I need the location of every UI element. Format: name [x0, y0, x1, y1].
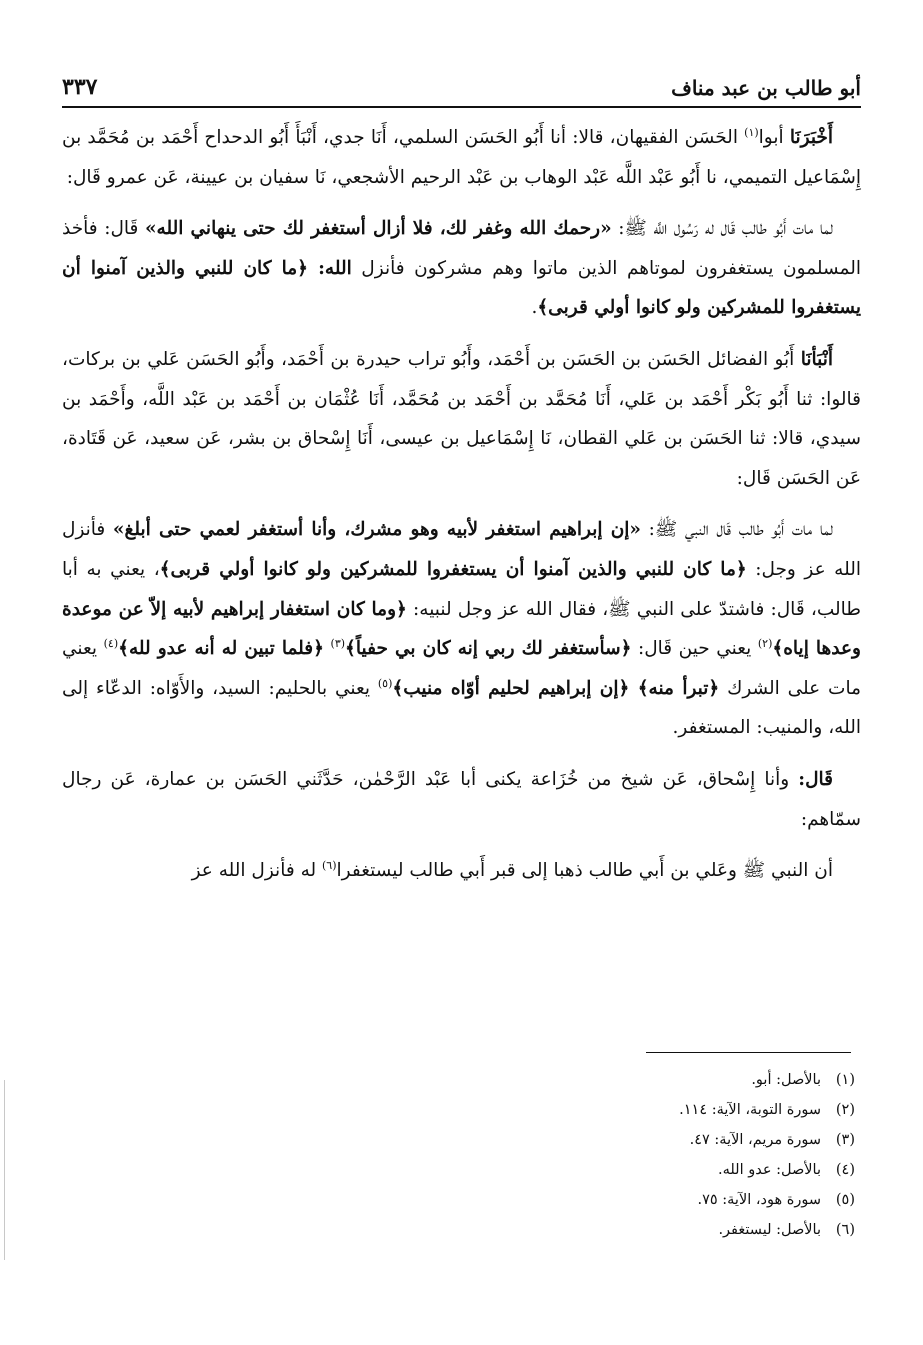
footnote-number: (٣): [835, 1132, 855, 1148]
page-header: [62, 60, 861, 100]
footnote-item: [455, 1095, 855, 1125]
footnote-item: [455, 1125, 855, 1155]
text-run: أبوا: [758, 127, 790, 148]
footnote-item: [455, 1155, 855, 1185]
paragraph-2: [62, 209, 861, 328]
footnote-number: (١): [835, 1072, 855, 1088]
quran-verse: ﴿وما كان استغفار إبراهيم لأبيه إلاّ عن موعدة وعدها إياه﴾: [62, 598, 861, 660]
footnote-number: (٦): [835, 1222, 855, 1238]
hadith-quote: «رحمك الله وغفر لك، فلا أزال أستغفر لك حتى ينهاني الله»: [144, 218, 612, 240]
text-run: له فأنزل الله عز: [191, 860, 322, 882]
footnote-ref: (٦): [322, 858, 337, 872]
running-title: أبو طالب بن عبد مناف: [671, 76, 861, 100]
footnote-text: بالأصل: ليستغفر.: [718, 1222, 821, 1238]
paragraph-1: [62, 118, 861, 197]
text-run: وأنا إِسْحاق، عَن شيخ من خُزَاعة يكنى أبا عَبْد الرَّحْمٰن، حَدَّثَني الحَسَن بن عمارة، عَن رجال سمّاهم:: [62, 768, 861, 830]
footnote-text: سورة التوبة، الآية: ١١٤.: [679, 1102, 821, 1118]
footnote-ref: (١): [744, 125, 759, 139]
text-run: فأنزل الله عز وجل:: [62, 519, 862, 580]
footnote-ref: (٤): [103, 636, 119, 650]
footnote-ref: (٥): [377, 676, 393, 690]
paragraph-4: [62, 510, 861, 748]
text-run: أَبُو الفضائل الحَسَن بن الحَسَن بن أَحْمَد، وأَبُو تراب حيدرة بن أَحْمَد، وأَبُو الحَسَن عَلي بن بركات، قالوا: ثنا أَبُو بَكْر أَحْمَد بن عَلي، أَنَا مُحَمَّد بن أَحْمَد بن مُحَمَّد، أَنَا عُثْمَان بن أَحْمَد بن عَبْد اللَّه، وأَحْمَد بن سيدي، قالا: ثنا الحَسَن بن عَلي القطان، نَا إِسْمَاعيل بن عيسى، أَنَا إِسْحاق بن بشر، عَن سعيد، عَن قَتَادة، عَن الحَسَن قَال:: [62, 348, 861, 489]
footnote-text: سورة مريم، الآية: ٤٧.: [689, 1132, 821, 1148]
text-run: قَال: فأخذ المسلمون يستغفرون لموتاهم الذين ماتوا وهم مشركون فأنزل: [62, 218, 861, 279]
footnote-rule: [646, 1052, 851, 1053]
text-run: يعني حين قَال:: [631, 638, 758, 660]
quran-verse: ﴿سأستغفر لك ربي إنه كان بي حفياً﴾: [345, 638, 632, 660]
quran-verse: ﴿ما كان للنبي والذين آمنوا أن يستغفروا للمشركين ولو كانوا أولي قربى﴾: [159, 558, 747, 580]
text-run: .: [531, 297, 538, 319]
footnote-item: [455, 1185, 855, 1215]
paragraph-6: [62, 851, 861, 891]
quran-verse: ﴿فلما تبين له أنه عدو لله﴾: [118, 638, 324, 660]
footnote-item: [455, 1215, 855, 1245]
footnotes-list: [455, 1065, 855, 1245]
quran-verse: الله: ﴿ما كان للنبي والذين آمنوا أن يستغفروا للمشركين ولو كانوا أولي قربى﴾: [62, 257, 861, 319]
footnote-text: بالأصل: عدو الله.: [717, 1162, 821, 1178]
lead-word: أَنْبَأنَا: [800, 348, 833, 370]
page-number: ٣٣٧: [62, 74, 98, 100]
footnote-number: (٤): [835, 1162, 855, 1178]
header-rule: [62, 106, 861, 108]
lead-word: أَخْبَرَنَا: [789, 127, 833, 148]
paragraph-5: [62, 760, 861, 839]
footnote-number: (٢): [835, 1102, 855, 1118]
hadith-quote: «إن إبراهيم استغفر لأبيه وهو مشرك، وأنا أستغفر لعمي حتى أبلغ»: [112, 519, 641, 541]
text-run: يعني بالحليم: السيد، والأَوّاه: الدعّاء إلى الله، والمنيب: المستغفر.: [62, 677, 861, 739]
text-run: أن النبي ﷺ وعَلي بن أَبي طالب ذهبا إلى قبر أَبي طالب ليستغفرا: [336, 860, 833, 882]
footnote-item: [455, 1065, 855, 1095]
footnote-number: (٥): [835, 1192, 855, 1208]
text-run: ، يعني به أبا طالب، قَال: فاشتدّ على النبي ﷺ، فقال الله عز وجل لنبيه:: [62, 558, 861, 620]
text-run: لما مات أَبُو طالب قَال له رَسُول اللَّه ﷺ:: [611, 218, 833, 240]
text-run: الحَسَن الفقيهان، قالا: أنا أَبُو الحَسَن السلمي، أَنَا جدي، أَنْبَأَ أَبُو الدحداح أَحْمَد بن مُحَمَّد بن إِسْمَاعيل التميمي، نا أَبُو عَبْد اللَّه عَبْد الوهاب بن عَبْد الرحيم الأشجعي، نَا سفيان بن عيينة، عَن عمرو قَال:: [62, 127, 861, 188]
main-text: [62, 118, 861, 903]
footnote-text: بالأصل: أبو.: [751, 1072, 821, 1088]
text-run: يعني مات على الشرك: [62, 638, 861, 699]
scan-edge-mark: [4, 1080, 5, 1260]
footnote-ref: (٣): [330, 636, 346, 650]
text-run: لما مات أَبُو طالب قَال النبي ﷺ:: [641, 519, 833, 541]
footnote-text: سورة هود، الآية: ٧٥.: [697, 1192, 821, 1208]
quran-verse: ﴿تبرأ منه﴾ ﴿إن إبراهيم لحليم أوّاه منيب﴾: [392, 677, 720, 699]
footnote-ref: (٢): [757, 636, 773, 650]
lead-word: قَال:: [798, 768, 833, 790]
paragraph-3: [62, 340, 861, 498]
